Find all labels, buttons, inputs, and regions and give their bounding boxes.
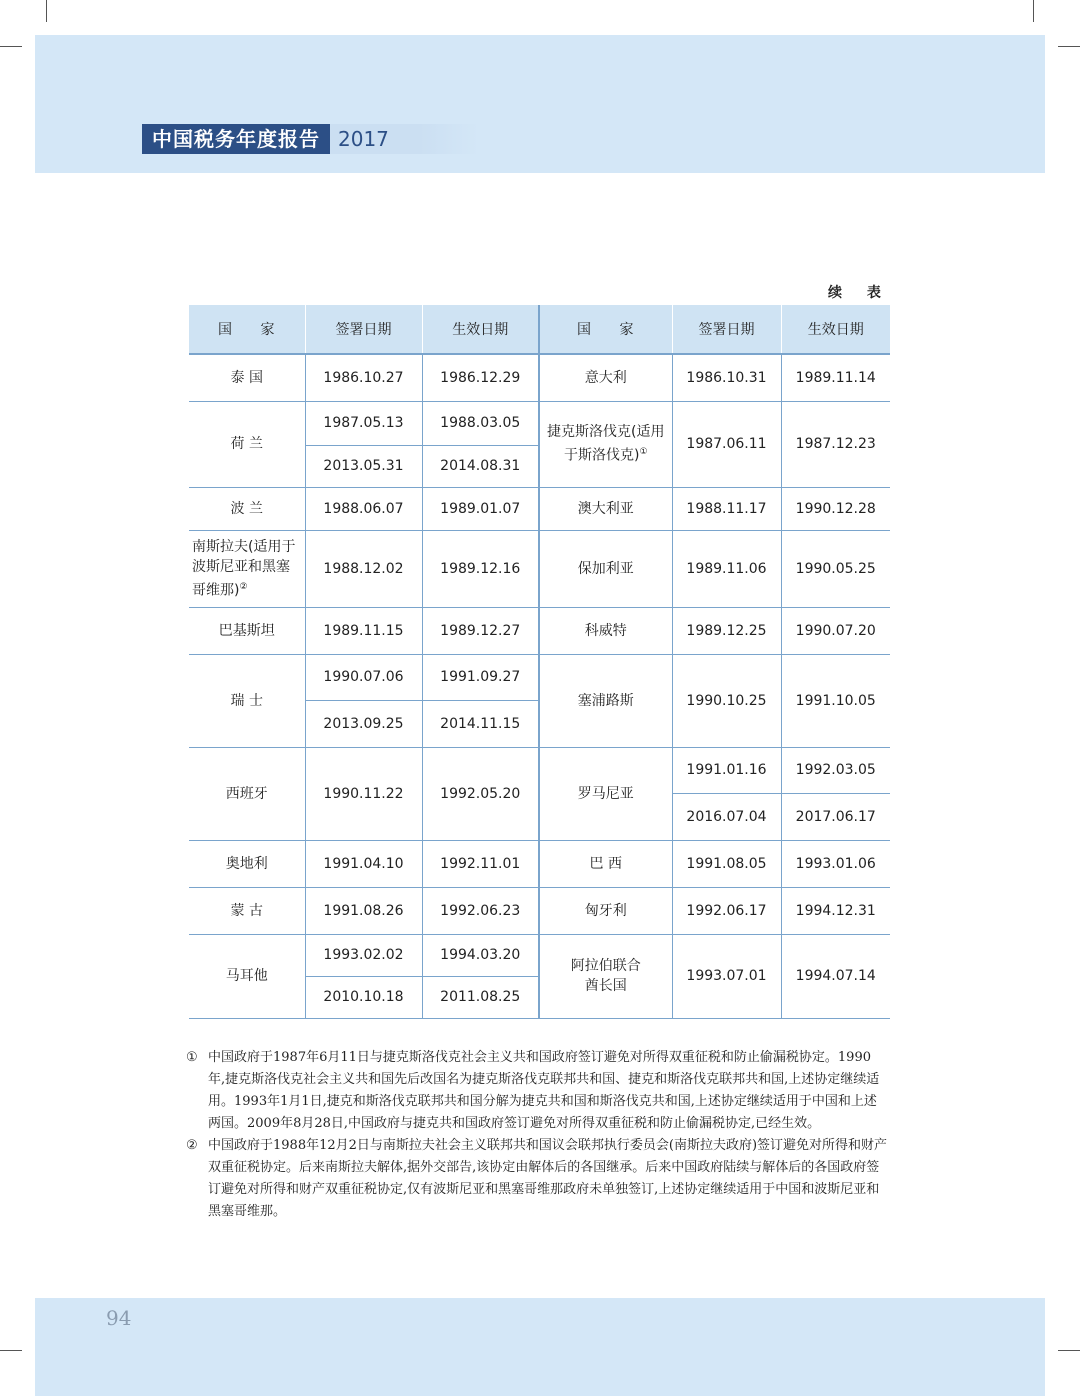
- table-header-row: [189, 305, 890, 354]
- effective-date-cell: 1987.12.23: [781, 401, 890, 487]
- effective-date-cell: 1993.01.06: [781, 840, 890, 887]
- sign-date-cell: 1991.04.10: [305, 840, 422, 887]
- country-cell: 荷 兰: [189, 401, 305, 487]
- country-cell: 瑞 士: [189, 654, 305, 747]
- crop-mark: [1033, 0, 1034, 22]
- header-country-right: 国 家: [539, 305, 672, 354]
- sign-date-cell: 1986.10.31: [672, 354, 781, 401]
- sign-date-cell: 1988.11.17: [672, 487, 781, 530]
- sign-date-cell: 1989.11.15: [305, 607, 422, 654]
- sign-date-cell: 2013.05.31: [305, 445, 422, 487]
- sign-date-cell: 1990.11.22: [305, 747, 422, 840]
- effective-date-cell: 1989.11.14: [781, 354, 890, 401]
- sign-date-cell: 1991.08.05: [672, 840, 781, 887]
- table-row: [189, 654, 890, 700]
- crop-mark: [1058, 46, 1080, 47]
- table-row: [189, 840, 890, 887]
- effective-date-cell: 2014.08.31: [422, 445, 539, 487]
- footer-band: [35, 1298, 1045, 1396]
- effective-date-cell: 1989.12.27: [422, 607, 539, 654]
- effective-date-cell: 1990.05.25: [781, 530, 890, 607]
- effective-date-cell: 2014.11.15: [422, 700, 539, 747]
- effective-date-cell: 1994.07.14: [781, 934, 890, 1018]
- header-sign-date-left: 签署日期: [305, 305, 422, 354]
- treaty-table: [189, 305, 890, 1019]
- footnote-ref: ②: [239, 581, 248, 592]
- effective-date-cell: 1989.12.16: [422, 530, 539, 607]
- footnote-text: 中国政府于1988年12月2日与南斯拉夫社会主义联邦共和国议会联邦执行委员会(南斯拉夫政府)签订避免对所得和财产双重征税协定。后来南斯拉夫解体,据外交部告,该协定由解体后的各国继承。后来中国政府陆续与解体后的各国政府签订避免对所得和财产双重征税协定,仅有波斯尼亚和黑塞哥维那政府未单独签订,上述协定继续适用于中国和波斯尼亚和黑塞哥维那。: [208, 1138, 888, 1219]
- sign-date-cell: 1988.12.02: [305, 530, 422, 607]
- country-cell: 匈牙利: [539, 887, 672, 934]
- sign-date-cell: 1991.08.26: [305, 887, 422, 934]
- country-cell: 塞浦路斯: [539, 654, 672, 747]
- country-name: 捷克斯洛伐克(适用于斯洛伐克): [547, 424, 665, 464]
- sign-date-cell: 1986.10.27: [305, 354, 422, 401]
- footnote-mark: ②: [186, 1138, 198, 1153]
- page-number: 94: [106, 1306, 132, 1330]
- effective-date-cell: 1989.01.07: [422, 487, 539, 530]
- country-cell: 罗马尼亚: [539, 747, 672, 840]
- country-name: 南斯拉夫(适用于波斯尼亚和黑塞哥维那): [192, 538, 296, 599]
- header-sign-date-right: 签署日期: [672, 305, 781, 354]
- footnote-mark: ①: [186, 1050, 198, 1065]
- effective-date-cell: 1990.12.28: [781, 487, 890, 530]
- country-cell: 泰 国: [189, 354, 305, 401]
- effective-date-cell: 2017.06.17: [781, 793, 890, 840]
- sign-date-cell: 1993.07.01: [672, 934, 781, 1018]
- sign-date-cell: 1987.06.11: [672, 401, 781, 487]
- country-cell: 马耳他: [189, 934, 305, 1018]
- footnote-ref: ①: [639, 447, 648, 458]
- table-row: [189, 530, 890, 607]
- report-title: [142, 124, 479, 154]
- crop-mark: [1058, 1350, 1080, 1351]
- sign-date-cell: 2010.10.18: [305, 976, 422, 1018]
- country-cell: 巴 西: [539, 840, 672, 887]
- header-effective-date-left: 生效日期: [422, 305, 539, 354]
- sign-date-cell: 2013.09.25: [305, 700, 422, 747]
- continued-label: 续 表: [828, 285, 891, 301]
- table-row: [189, 354, 890, 401]
- table-row: [189, 487, 890, 530]
- effective-date-cell: 2011.08.25: [422, 976, 539, 1018]
- effective-date-cell: 1992.03.05: [781, 747, 890, 793]
- table-row: [189, 401, 890, 445]
- crop-mark: [0, 1350, 22, 1351]
- sign-date-cell: 1993.02.02: [305, 934, 422, 976]
- sign-date-cell: 1987.05.13: [305, 401, 422, 445]
- crop-mark: [0, 46, 22, 47]
- effective-date-cell: 1991.10.05: [781, 654, 890, 747]
- crop-mark: [46, 0, 47, 22]
- footnote-1: [186, 1047, 888, 1135]
- country-cell: 澳大利亚: [539, 487, 672, 530]
- sign-date-cell: 1989.12.25: [672, 607, 781, 654]
- country-cell: 奥地利: [189, 840, 305, 887]
- table-row: [189, 607, 890, 654]
- table-row: [189, 747, 890, 793]
- sign-date-cell: 1988.06.07: [305, 487, 422, 530]
- table-row: [189, 934, 890, 976]
- footnotes: [186, 1047, 888, 1223]
- country-cell: 蒙 古: [189, 887, 305, 934]
- report-title-text: 中国税务年度报告: [142, 124, 330, 154]
- sign-date-cell: 1992.06.17: [672, 887, 781, 934]
- header-effective-date-right: 生效日期: [781, 305, 890, 354]
- footnote-2: [186, 1135, 888, 1223]
- country-cell: 意大利: [539, 354, 672, 401]
- country-cell: 巴基斯坦: [189, 607, 305, 654]
- country-cell: [539, 401, 672, 487]
- sign-date-cell: 1991.01.16: [672, 747, 781, 793]
- country-cell: 保加利亚: [539, 530, 672, 607]
- effective-date-cell: 1992.11.01: [422, 840, 539, 887]
- effective-date-cell: 1990.07.20: [781, 607, 890, 654]
- country-cell: 西班牙: [189, 747, 305, 840]
- effective-date-cell: 1992.05.20: [422, 747, 539, 840]
- sign-date-cell: 1990.10.25: [672, 654, 781, 747]
- sign-date-cell: 1989.11.06: [672, 530, 781, 607]
- effective-date-cell: 1986.12.29: [422, 354, 539, 401]
- effective-date-cell: 1988.03.05: [422, 401, 539, 445]
- header-country-left: 国 家: [189, 305, 305, 354]
- table-row: [189, 887, 890, 934]
- sign-date-cell: 1990.07.06: [305, 654, 422, 700]
- footnote-text: 中国政府于1987年6月11日与捷克斯洛伐克社会主义共和国政府签订避免对所得双重征税和防止偷漏税协定。1990年,捷克斯洛伐克社会主义共和国先后改国名为捷克斯洛伐克联邦共和国、捷克和斯洛伐克联邦共和国,上述协定继续适用。1993年1月1日,捷克和斯洛伐克联邦共和国分解为捷克共和国和斯洛伐克共和国,上述协定继续适用于中国和上述两国。2009年8月28日,中国政府与捷克共和国政府签订避免对所得双重征税和防止偷漏税协定,已经生效。: [208, 1050, 880, 1131]
- effective-date-cell: 1992.06.23: [422, 887, 539, 934]
- country-cell: 阿拉伯联合酋长国: [539, 934, 672, 1018]
- country-cell: 科威特: [539, 607, 672, 654]
- effective-date-cell: 1991.09.27: [422, 654, 539, 700]
- effective-date-cell: 1994.12.31: [781, 887, 890, 934]
- country-cell: [189, 530, 305, 607]
- country-cell: 波 兰: [189, 487, 305, 530]
- sign-date-cell: 2016.07.04: [672, 793, 781, 840]
- report-year: 2017: [330, 124, 479, 154]
- effective-date-cell: 1994.03.20: [422, 934, 539, 976]
